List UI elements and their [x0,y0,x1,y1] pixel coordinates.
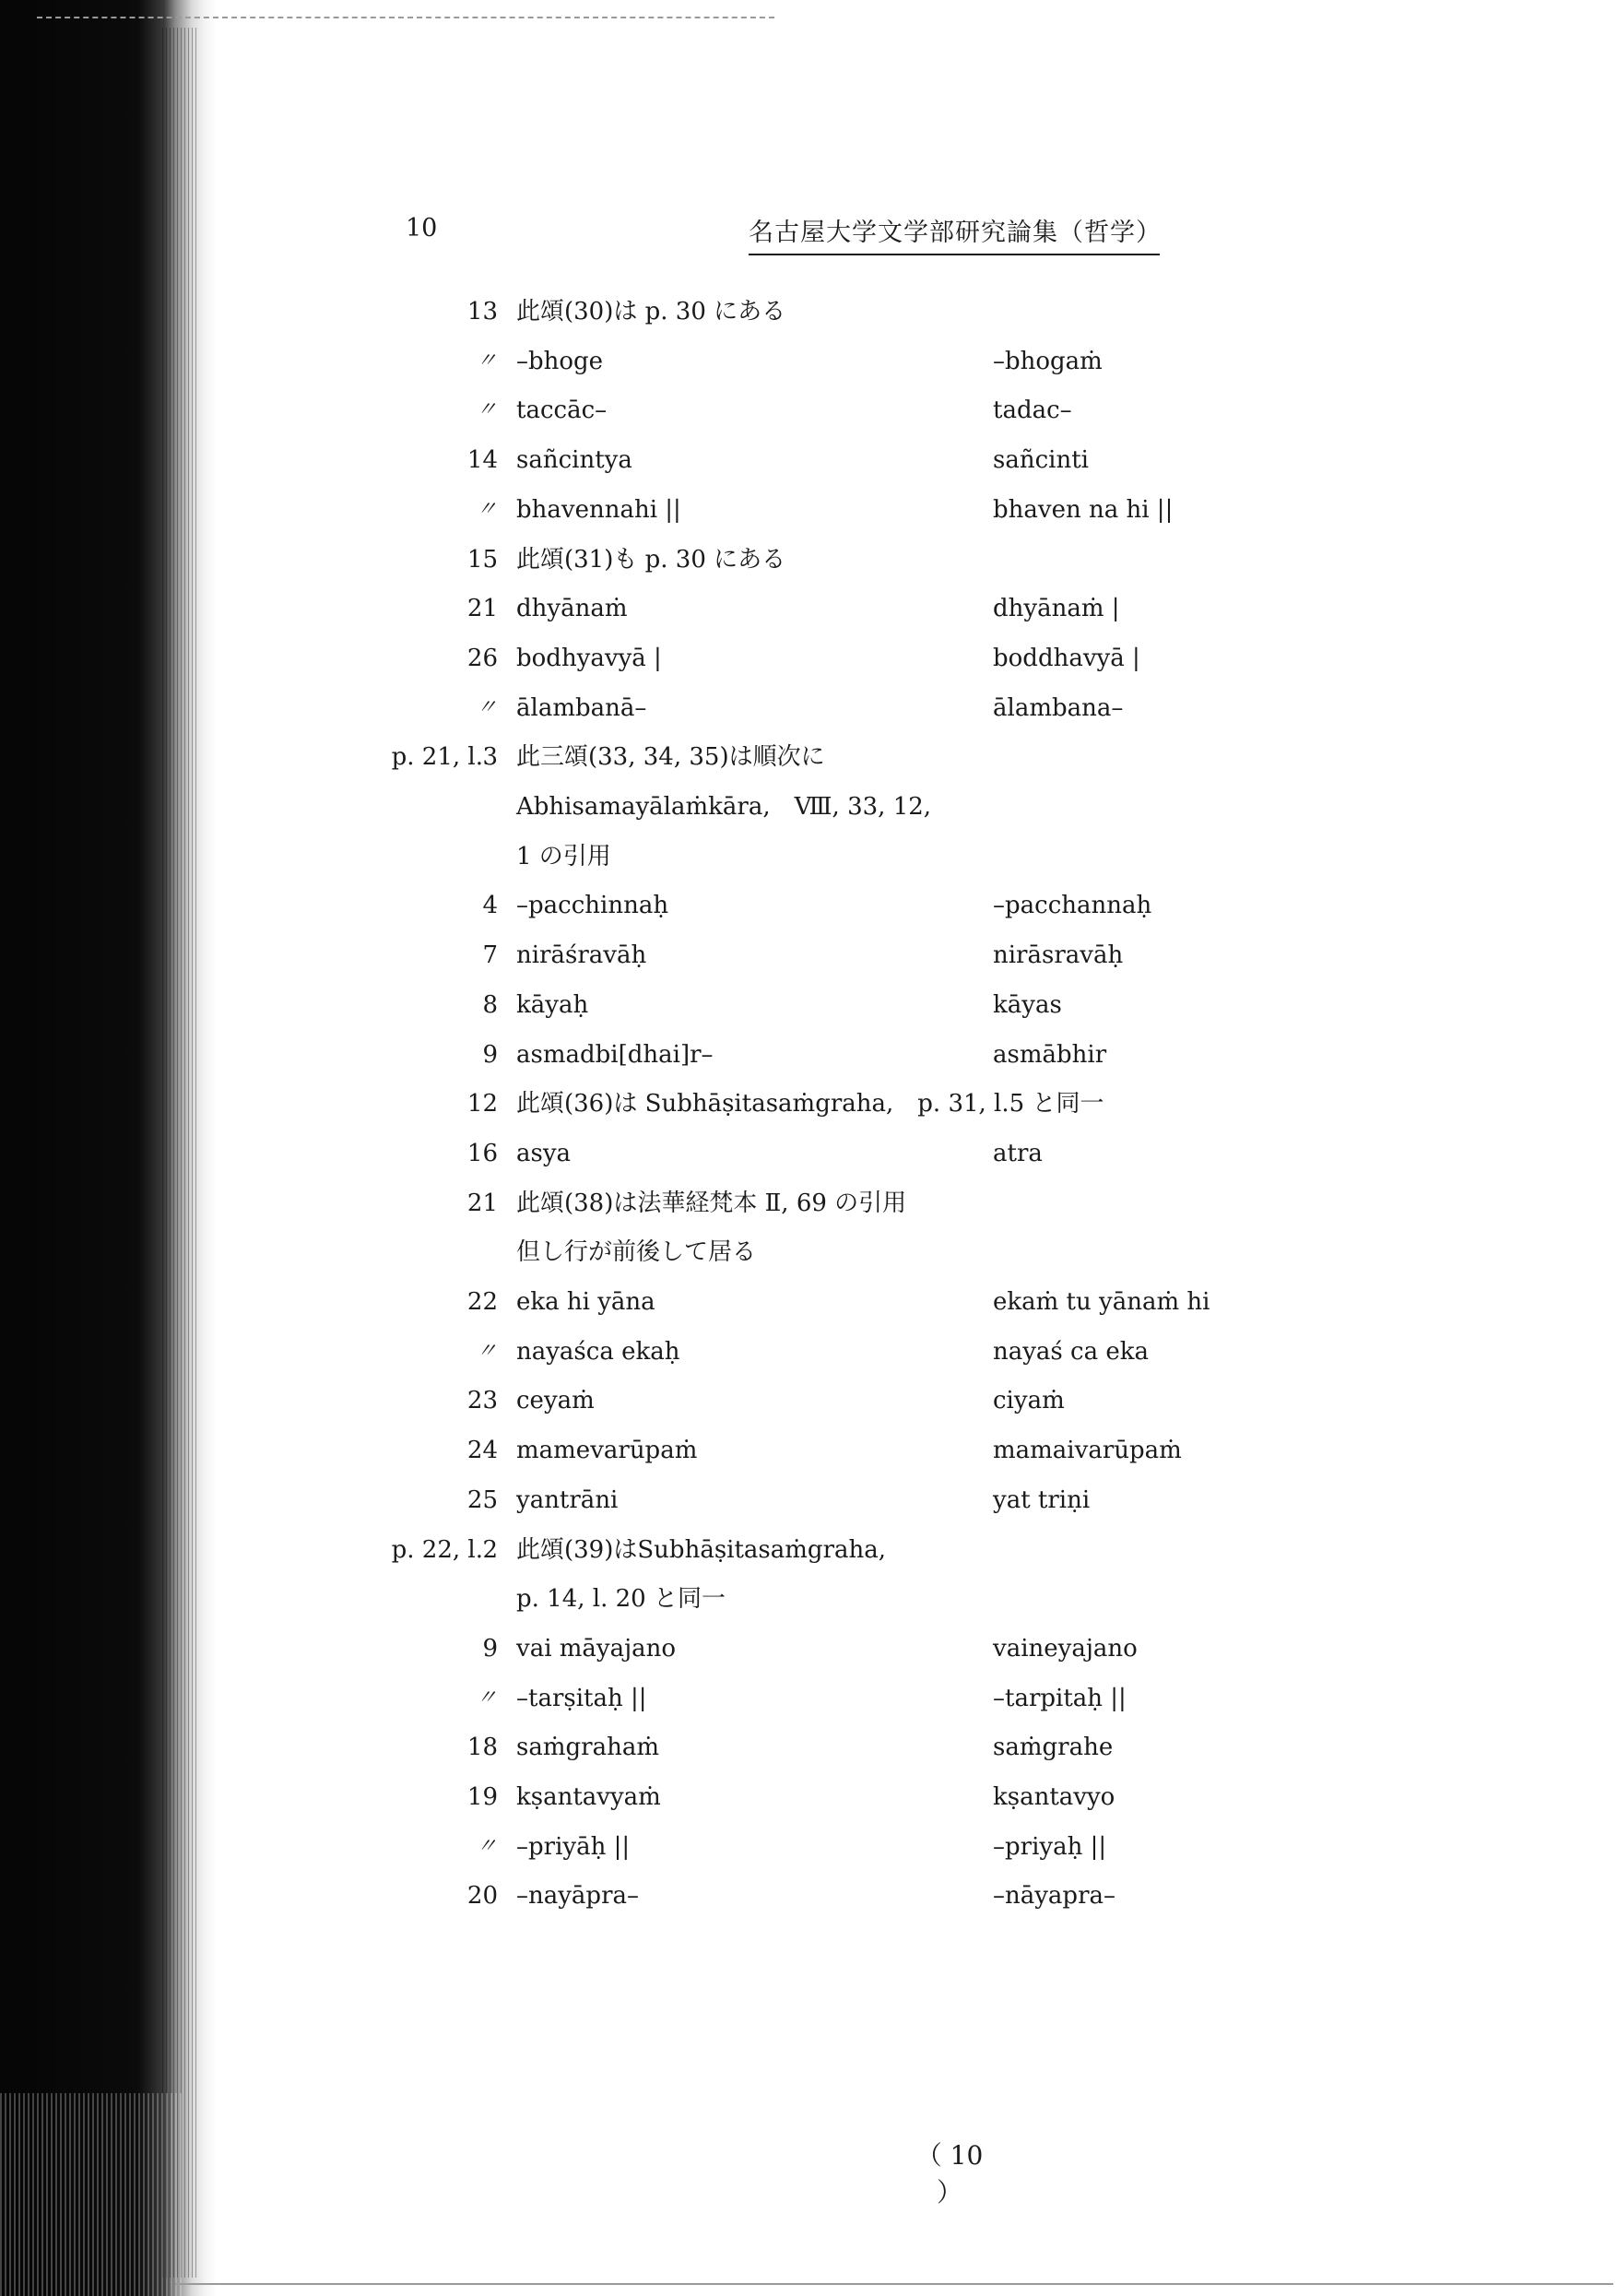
original-reading: 此頌(38)は法華経梵本 Ⅱ, 69 の引用 [516,1189,907,1217]
line-number: 〃 [473,1686,502,1710]
original-reading: sañcintya [516,446,632,475]
corrected-reading: atra [993,1139,1043,1167]
original-reading: bodhyavyā | [516,644,662,672]
errata-row [0,931,1617,979]
original-reading: kāyaḥ [516,990,589,1019]
line-number: 24 [466,1437,498,1465]
line-number: 22 [466,1288,498,1316]
corrected-reading: –pacchannaḥ [993,892,1152,920]
line-number: 〃 [473,1339,502,1363]
corrected-reading: dhyānaṁ | [993,595,1120,623]
original-reading: nirāśravāḥ [516,941,647,970]
original-reading: –pacchinnaḥ [516,892,669,920]
line-number: 〃 [473,695,502,719]
errata-row [0,733,1617,781]
line-number: 〃 [473,398,502,422]
original-reading: –priyāḥ || [516,1832,631,1861]
corrected-reading: –nāyapra– [993,1882,1116,1911]
line-number: 25 [466,1485,498,1514]
corrected-reading: yat triṇi [993,1485,1091,1514]
corrected-reading: nayaś ca eka [993,1337,1150,1366]
errata-row [0,1426,1617,1474]
original-reading: vai māyajano [516,1634,677,1663]
original-reading: 此頌(36)は Subhāṣitasaṁgraha, p. 31, l.5 と同一 [516,1090,1104,1118]
footer-page-number: （ 10 ） [915,2140,984,2207]
original-reading: asya [516,1139,572,1167]
original-reading: saṁgrahaṁ [516,1734,659,1762]
corrected-reading: –tarpitaḥ || [993,1684,1127,1712]
errata-row [0,1080,1617,1128]
corrected-reading: ciyaṁ [993,1387,1065,1415]
errata-row [0,1476,1617,1524]
errata-row [0,1575,1617,1623]
original-reading: –bhoge [516,347,604,375]
line-number: 9 [482,1040,498,1069]
corrected-reading: ālambana– [993,693,1124,722]
errata-row [0,585,1617,633]
original-reading: kṣantavyaṁ [516,1783,661,1811]
errata-row [0,1130,1617,1178]
corrected-reading: saṁgrahe [993,1734,1114,1762]
line-number: 〃 [473,349,502,373]
corrected-reading: ekaṁ tu yānaṁ hi [993,1288,1210,1316]
line-number: 26 [466,644,498,672]
errata-row [0,1179,1617,1227]
errata-row [0,833,1617,881]
original-reading: 此頌(39)はSubhāṣitasaṁgraha, [516,1535,887,1564]
original-reading: –tarṣitaḥ || [516,1684,647,1712]
original-reading: 但し行が前後して居る [516,1238,757,1267]
scan-bottom-edge [175,2283,1613,2285]
page-number: 10 [406,214,438,243]
errata-row [0,436,1617,484]
corrected-reading: tadac– [993,396,1072,425]
original-reading: 此頌(31)も p. 30 にある [516,545,786,574]
line-number: 19 [466,1783,498,1811]
errata-row [0,783,1617,831]
line-number: 9 [482,1634,498,1663]
errata-row [0,1377,1617,1425]
errata-row [0,1328,1617,1376]
errata-row [0,1773,1617,1821]
line-number: 4 [482,892,498,920]
line-number: 8 [482,990,498,1019]
errata-row [0,1228,1617,1276]
line-number: 20 [466,1882,498,1911]
line-number: 7 [482,941,498,970]
corrected-reading: –priyaḥ || [993,1832,1107,1861]
line-number: 16 [466,1139,498,1167]
line-number: 21 [466,1189,498,1217]
original-reading: ālambanā– [516,693,647,722]
page-line-reference: p. 22, l. [391,1535,483,1564]
line-number: 13 [466,298,498,325]
corrected-reading: bhaven na hi || [993,495,1174,524]
errata-row [0,1872,1617,1920]
line-number: 18 [466,1734,498,1762]
original-reading: 1 の引用 [516,842,611,870]
errata-row [0,1723,1617,1771]
errata-row [0,1823,1617,1871]
corrected-reading: nirāsravāḥ [993,941,1124,970]
corrected-reading: kāyas [993,990,1062,1019]
original-reading: mamevarūpaṁ [516,1437,698,1465]
line-number: 3 [482,743,498,772]
original-reading: Abhisamayālaṁkāra, Ⅷ, 33, 12, [516,793,932,821]
original-reading: yantrāni [516,1485,619,1514]
original-reading: ceyaṁ [516,1387,595,1415]
errata-row [0,1526,1617,1574]
errata-row [0,1675,1617,1722]
line-number: 23 [466,1387,498,1415]
original-reading: –nayāpra– [516,1882,640,1911]
errata-row [0,536,1617,584]
original-reading: bhavennahi || [516,495,681,524]
original-reading: 此頌(30)は p. 30 にある [516,298,786,325]
original-reading: 此三頌(33, 34, 35)は順次に [516,743,825,772]
line-number: 21 [466,595,498,623]
line-number: 12 [466,1090,498,1118]
original-reading: eka hi yāna [516,1288,655,1316]
corrected-reading: kṣantavyo [993,1783,1115,1811]
corrected-reading: boddhavyā | [993,644,1140,672]
errata-row [0,1031,1617,1079]
errata-row [0,882,1617,929]
line-number: 14 [466,446,498,475]
errata-row [0,1278,1617,1326]
errata-row [0,634,1617,682]
errata-row [0,288,1617,336]
line-number: 〃 [473,1834,502,1858]
corrected-reading: sañcinti [993,446,1089,475]
errata-row [0,386,1617,434]
running-head: 名古屋大学文学部研究論集（哲学） [749,212,1160,255]
errata-row [0,337,1617,385]
corrected-reading: mamaivarūpaṁ [993,1437,1182,1465]
original-reading: p. 14, l. 20 と同一 [516,1585,726,1614]
corrected-reading: vaineyajano [993,1634,1138,1663]
line-number: 2 [482,1535,498,1564]
page-line-reference: p. 21, l. [391,743,483,772]
original-reading: dhyānaṁ [516,595,628,623]
errata-row [0,486,1617,534]
original-reading: taccāc– [516,396,608,425]
errata-row [0,981,1617,1029]
corrected-reading: –bhogaṁ [993,347,1103,375]
corrected-reading: asmābhir [993,1040,1107,1069]
original-reading: asmadbi[dhai]r– [516,1040,714,1069]
original-reading: nayaśca ekaḥ [516,1337,680,1366]
errata-row [0,684,1617,732]
line-number: 15 [466,545,498,574]
line-number: 〃 [473,497,502,521]
errata-row [0,1625,1617,1673]
